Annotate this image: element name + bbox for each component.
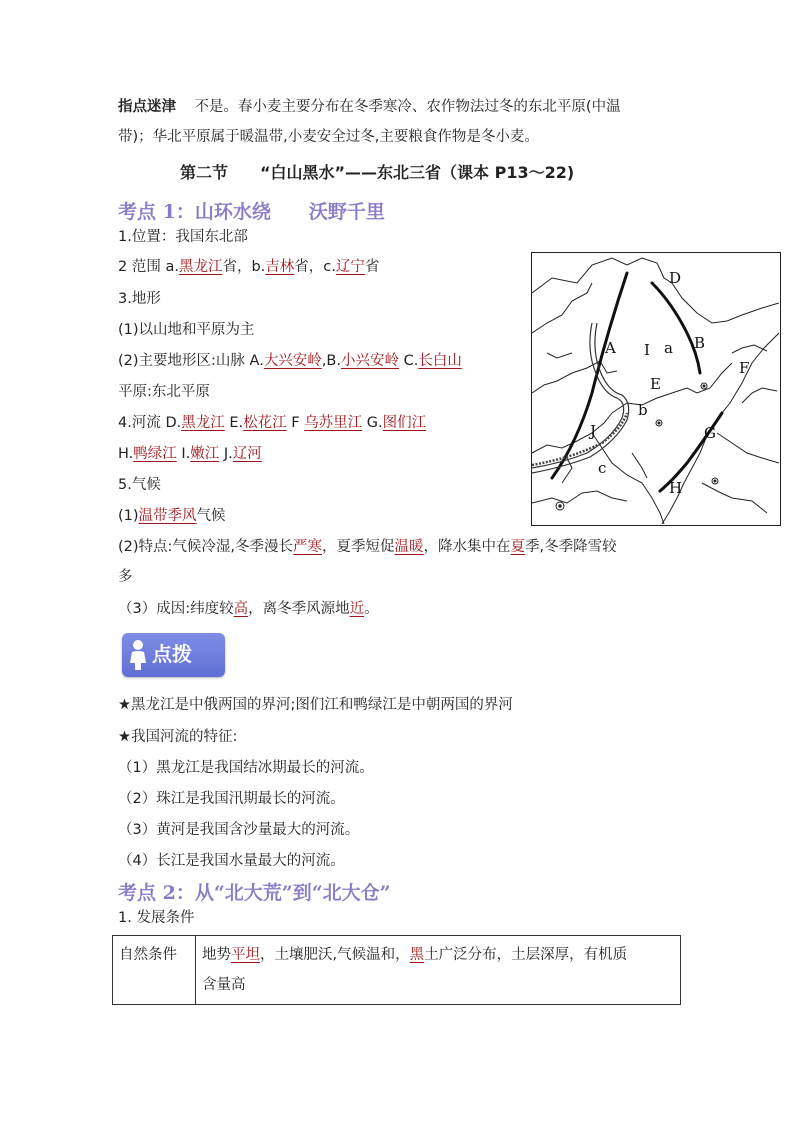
intro-label: 指点迷津: [118, 99, 176, 115]
tip-label: 点拨: [152, 642, 192, 666]
answer-pingtan: 平坦: [231, 947, 260, 963]
terrain-sep-c: C.: [398, 353, 419, 369]
map-label-b-lower: b: [638, 401, 648, 419]
map-label-f: F: [739, 359, 750, 377]
answer-nenjiang: 嫩江: [190, 446, 220, 462]
tip-badge: [122, 633, 225, 677]
climate-line-2: [118, 537, 617, 557]
answer-hei: 黑: [409, 947, 425, 963]
table-text-3: 土广泛分布，土层深厚，有机质: [424, 947, 628, 963]
answer-heilongjiang: 黑龙江: [178, 259, 223, 275]
plain-line: 平原:东北平原: [118, 384, 210, 400]
answer-xia: 夏: [510, 539, 526, 555]
rivers-sep-e: E.: [224, 415, 244, 431]
map-label-e: E: [650, 375, 661, 393]
climate-2-text-1: (2)特点:气候冷湿,冬季漫长: [118, 539, 294, 555]
tip-line-2: ★我国河流的特征:: [118, 729, 238, 745]
range-line: [118, 257, 379, 277]
person-icon: [128, 639, 148, 671]
table-text-1: 地势: [202, 947, 231, 963]
map-label-j: J: [590, 422, 597, 440]
range-mid1: 省，b.: [222, 259, 266, 275]
climate-prefix: (1): [118, 508, 139, 524]
rivers-sep-g: G.: [362, 415, 383, 431]
climate-suffix: 气候: [196, 508, 226, 524]
climate-2-text-3: ，降水集中在: [423, 539, 511, 555]
climate-3-text-2: ，离冬季风源地: [248, 601, 350, 617]
terrain-line-2: [118, 351, 462, 371]
map-label-a-upper: A: [605, 339, 616, 357]
climate-2-text-4: 季,冬季降雪较: [525, 539, 617, 555]
terrain-line-1: (1)以山地和平原为主: [118, 322, 255, 338]
map-label-g: G: [704, 424, 716, 442]
dev-title: 1. 发展条件: [118, 910, 195, 926]
tip-line-6: （4）长江是我国水量最大的河流。: [118, 853, 345, 869]
tip-line-1: ★黑龙江是中俄两国的界河;图们江和鸭绿江是中朝两国的界河: [118, 697, 513, 713]
intro-line-2: 带)；华北平原属于暖温带,小麦安全过冬,主要粮食作物是冬小麦。: [118, 129, 539, 145]
rivers-line-1: [118, 413, 426, 433]
answer-xiaoxinganling: 小兴安岭: [340, 353, 399, 369]
table-row: [113, 936, 681, 1005]
climate-3-text-1: （3）成因:纬度较: [118, 601, 234, 617]
answer-wennuan: 温暖: [394, 539, 424, 555]
answer-daxinganling: 大兴安岭: [263, 353, 322, 369]
map-label-c-lower: c: [598, 459, 607, 477]
tip-line-4: （2）珠江是我国汛期最长的河流。: [118, 791, 345, 807]
table-text-2: ，土壤肥沃,气候温和，: [260, 947, 410, 963]
answer-liaoning: 辽宁: [335, 259, 365, 275]
answer-liaohe: 辽河: [232, 446, 262, 462]
climate-line-3: [118, 599, 379, 619]
northeast-map: [531, 252, 781, 526]
answer-jilin: 吉林: [265, 259, 295, 275]
map-label-i: I: [644, 341, 650, 359]
climate-title: 5.气候: [118, 477, 161, 493]
terrain-prefix: (2)主要地形区:山脉 A.: [118, 353, 264, 369]
answer-yanhan: 严寒: [293, 539, 323, 555]
rivers-sep-i: I.: [176, 446, 191, 462]
table-row-label: 自然条件: [113, 936, 196, 1005]
terrain-title: 3.地形: [118, 291, 161, 307]
range-suffix: 省: [364, 259, 380, 275]
answer-wusulijiang: 乌苏里江: [304, 415, 363, 431]
rivers-sep-f: F: [286, 415, 305, 431]
terrain-sep-b: ,B.: [321, 353, 341, 369]
intro-line-1: [118, 97, 621, 117]
rivers-line-2: [118, 444, 262, 464]
table-cell: [196, 936, 681, 1005]
answer-gao: 高: [233, 601, 249, 617]
kaodian-2-heading: 考点 2：从“北大荒”到“北大仓”: [118, 882, 391, 904]
map-label-h: H: [669, 479, 683, 497]
tip-line-5: （3）黄河是我国含沙量最大的河流。: [118, 822, 360, 838]
climate-3-text-3: 。: [364, 601, 379, 617]
table-text-line-2: 含量高: [202, 977, 246, 993]
answer-jin: 近: [349, 601, 365, 617]
map-label-b: B: [694, 334, 706, 352]
section-title: 第二节 “白山黑水”——东北三省（课本 P13～22): [180, 163, 575, 182]
rivers-prefix-h: H.: [118, 446, 134, 462]
rivers-sep-j: J.: [219, 446, 233, 462]
tip-line-3: （1）黑龙江是我国结冰期最长的河流。: [118, 760, 374, 776]
answer-yalujiang: 鸭绿江: [133, 446, 177, 462]
answer-climate-type: 温带季风: [138, 508, 197, 524]
map-label-a-lower: a: [664, 339, 673, 357]
map-drawing: [532, 253, 779, 524]
climate-line-1: [118, 506, 226, 526]
answer-changbaishan: 长白山: [418, 353, 462, 369]
rivers-prefix: 4.河流 D.: [118, 415, 182, 431]
climate-2-text-2: ，夏季短促: [322, 539, 395, 555]
climate-line-2b: 多: [118, 569, 133, 585]
conditions-table: [112, 935, 681, 1005]
answer-heilongjiang-river: 黑龙江: [181, 415, 225, 431]
location-line: 1.位置：我国东北部: [118, 229, 248, 245]
answer-songhuajiang: 松花江: [243, 415, 287, 431]
range-mid2: 省，c.: [294, 259, 336, 275]
kaodian-1-heading: 考点 1：山环水绕 沃野千里: [118, 201, 385, 223]
intro-text-1: 不是。春小麦主要分布在冬季寒冷、农作物法过冬的东北平原(中温: [194, 99, 621, 115]
answer-tumenjiang: 图们江: [382, 415, 427, 431]
map-label-d: D: [669, 269, 682, 287]
range-prefix: 2 范围 a.: [118, 259, 179, 275]
